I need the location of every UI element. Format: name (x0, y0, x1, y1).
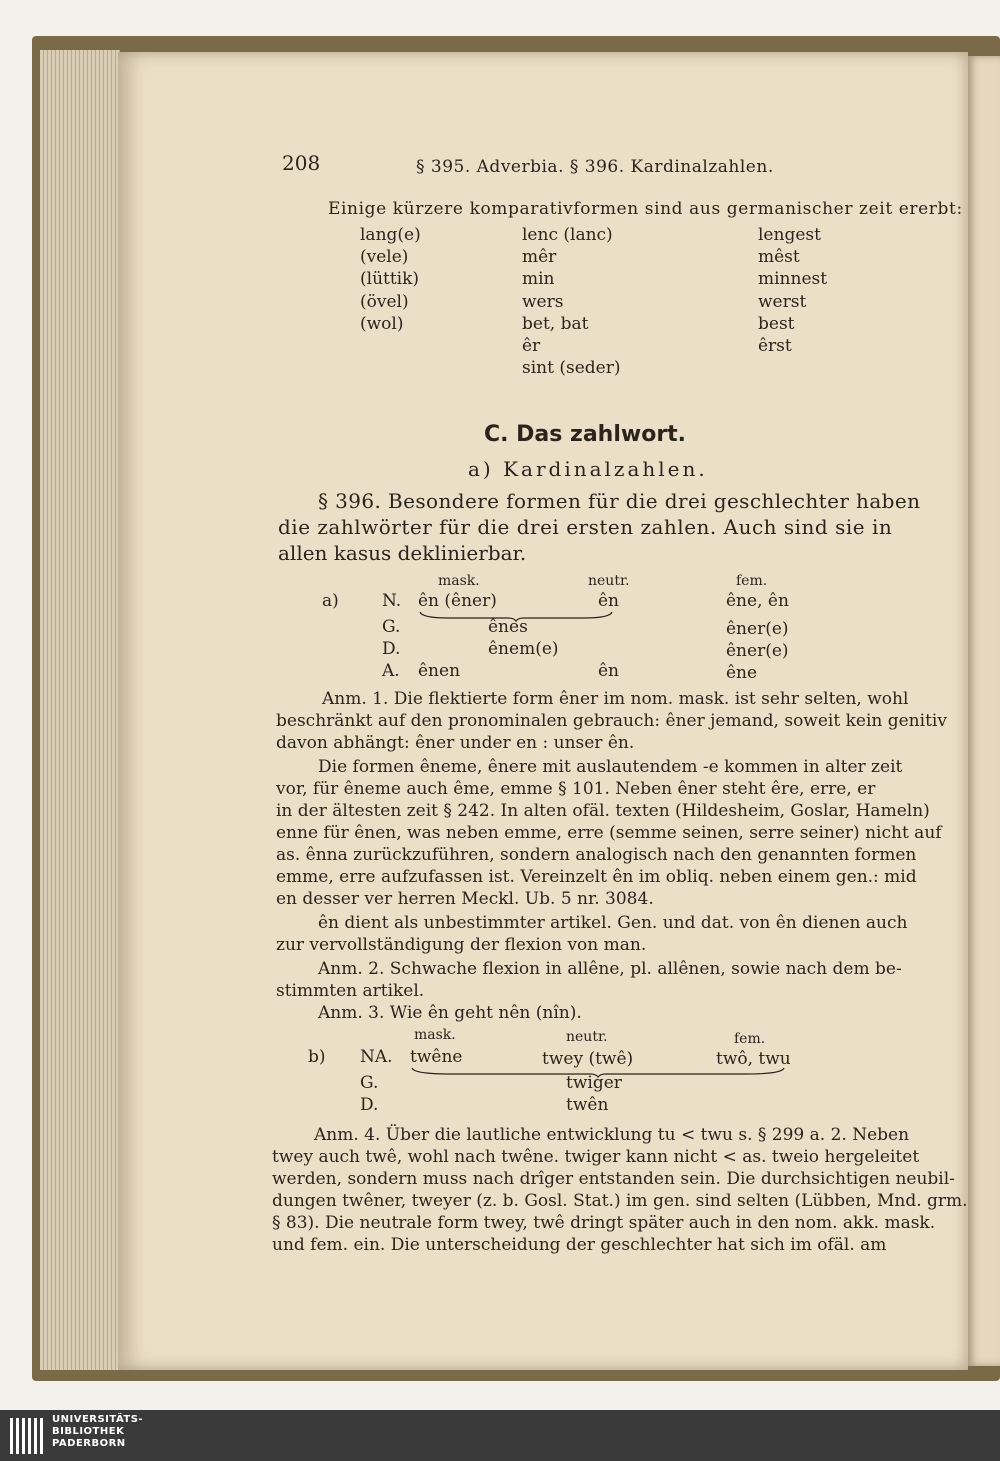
note-line: as. ênna zurückzuführen, sondern analogisch nach den genannten formen (276, 845, 917, 865)
note-line: twey auch twê, wohl nach twêne. twiger kann nicht < as. tweio hergeleitet (272, 1147, 920, 1167)
note-line: ên dient als unbestimmter artikel. Gen. und dat. von ên dienen auch (318, 913, 908, 933)
table-a-label: a) (322, 591, 339, 611)
comparative-form: wers (522, 291, 564, 312)
note-line: Die formen êneme, ênere mit auslautendem -e kommen in alter zeit (318, 757, 903, 777)
form-neutr: ên (598, 591, 620, 611)
column-positive (360, 224, 421, 335)
library-logo-icon (10, 1418, 44, 1454)
intro-line: Einige kürzere komparativformen sind aus germanischer zeit ererbt: (328, 199, 963, 219)
comparative-form: êr (522, 335, 541, 356)
case-label: N. (382, 591, 402, 611)
paragraph-line: die zahlwörter für die drei ersten zahlen. Auch sind sie in (278, 515, 893, 539)
library-name-line: UNIVERSITÄTS- (52, 1414, 144, 1425)
note-line: dungen twêner, tweyer (z. b. Gosl. Stat.) im gen. sind selten (Lübben, Mnd. grm. (272, 1191, 968, 1211)
superlative-form: êrst (758, 335, 792, 356)
form-fem: êner(e) (726, 641, 789, 661)
library-name-line: BIBLIOTHEK (52, 1426, 125, 1437)
form-fem: êne, ên (726, 591, 789, 611)
gender-header-mask: mask. (438, 573, 480, 589)
positive-form: (övel) (360, 291, 409, 312)
form-mask: twêne (410, 1047, 463, 1067)
paragraph-line: allen kasus deklinierbar. (278, 541, 527, 565)
page-number: 208 (282, 151, 321, 175)
note-line: stimmten artikel. (276, 981, 425, 1001)
form-fem: twô, twu (716, 1049, 791, 1069)
note-line: § 83). Die neutrale form twey, twê dringt später auch in den nom. akk. mask. (272, 1213, 936, 1233)
positive-form: (vele) (360, 247, 409, 268)
note-line: Anm. 1. Die flektierte form êner im nom. mask. ist sehr selten, wohl (322, 689, 909, 709)
note-line: und fem. ein. Die unterscheidung der geschlechter hat sich im ofäl. am (272, 1235, 887, 1255)
gender-header-neutr: neutr. (566, 1029, 608, 1045)
book-page (118, 52, 968, 1370)
note-line: zur vervollständigung der flexion von man. (276, 935, 647, 955)
note-line: Anm. 3. Wie ên geht nên (nîn). (318, 1003, 582, 1023)
form-common: twên (566, 1095, 609, 1115)
form-neutr: twey (twê) (542, 1049, 634, 1069)
case-label: G. (360, 1073, 379, 1093)
page-edges (40, 50, 120, 1370)
comparative-form: min (522, 269, 555, 290)
comparative-form: bet, bat (522, 313, 589, 334)
library-footer (0, 1410, 1000, 1461)
comparative-form: lenc (lanc) (522, 225, 613, 245)
paragraph-line: § 396. Besondere formen für die drei geschlechter haben (318, 489, 921, 513)
note-line: enne für ênen, was neben emme, erre (semme seinen, serre seiner) nicht auf (276, 823, 942, 843)
note-line: Anm. 2. Schwache flexion in allêne, pl. allênen, sowie nach dem be- (318, 959, 902, 979)
form-mask: ênen (418, 661, 461, 681)
superlative-form: minnest (758, 269, 828, 290)
positive-form: (wol) (360, 313, 404, 334)
form-fem: êne (726, 663, 758, 683)
gender-header-neutr: neutr. (588, 573, 630, 589)
positive-form: lang(e) (360, 225, 421, 245)
note-line: Anm. 4. Über die lautliche entwicklung tu < twu s. § 299 a. 2. Neben (314, 1125, 910, 1145)
case-label: D. (382, 639, 401, 659)
gender-header-fem: fem. (734, 1031, 766, 1047)
form-fem: êner(e) (726, 619, 789, 639)
case-label: A. (382, 661, 400, 681)
superlative-form: werst (758, 291, 807, 312)
gender-header-fem: fem. (736, 573, 768, 589)
note-line: vor, für êneme auch ême, emme § 101. Neben êner steht êre, erre, er (276, 779, 876, 799)
gender-header-mask: mask. (414, 1027, 456, 1043)
form-common: twiger (566, 1073, 622, 1093)
form-common: ênem(e) (488, 639, 559, 659)
superlative-form: lengest (758, 225, 821, 245)
form-neutr: ên (598, 661, 620, 681)
positive-form: (lüttik) (360, 269, 420, 290)
table-b-label: b) (308, 1047, 326, 1067)
note-line: davon abhängt: êner under en : unser ên. (276, 733, 635, 753)
note-line: beschränkt auf den pronominalen gebrauch: êner jemand, soweit kein genitiv (276, 711, 947, 731)
form-mask: ên (êner) (418, 591, 497, 611)
superlative-form: best (758, 313, 795, 334)
section-subheading: a) Kardinalzahlen. (468, 457, 708, 481)
running-head (282, 152, 922, 180)
library-name-line: PADERBORN (52, 1438, 126, 1449)
column-comparative (522, 224, 620, 379)
facing-page-edge (966, 56, 1000, 1366)
comparative-form: sint (seder) (522, 358, 621, 379)
running-title: § 395. Adverbia. § 396. Kardinalzahlen. (416, 157, 774, 177)
note-line: en desser ver herren Meckl. Ub. 5 nr. 3084. (276, 889, 654, 909)
case-label: G. (382, 617, 401, 637)
case-label: NA. (360, 1047, 393, 1067)
column-superlative (758, 224, 827, 357)
section-heading: C. Das zahlwort. (484, 422, 687, 447)
library-name (52, 1414, 143, 1450)
case-label: D. (360, 1095, 379, 1115)
note-line: in der ältesten zeit § 242. In alten ofäl. texten (Hildesheim, Goslar, Hameln) (276, 801, 930, 821)
form-common: ênes (488, 617, 528, 637)
note-line: werden, sondern muss nach drîger entstanden sein. Die durchsichtigen neubil- (272, 1169, 955, 1189)
superlative-form: mêst (758, 247, 800, 268)
comparative-form: mêr (522, 247, 557, 268)
note-line: emme, erre aufzufassen ist. Vereinzelt ên im obliq. neben einem gen.: mid (276, 867, 917, 887)
